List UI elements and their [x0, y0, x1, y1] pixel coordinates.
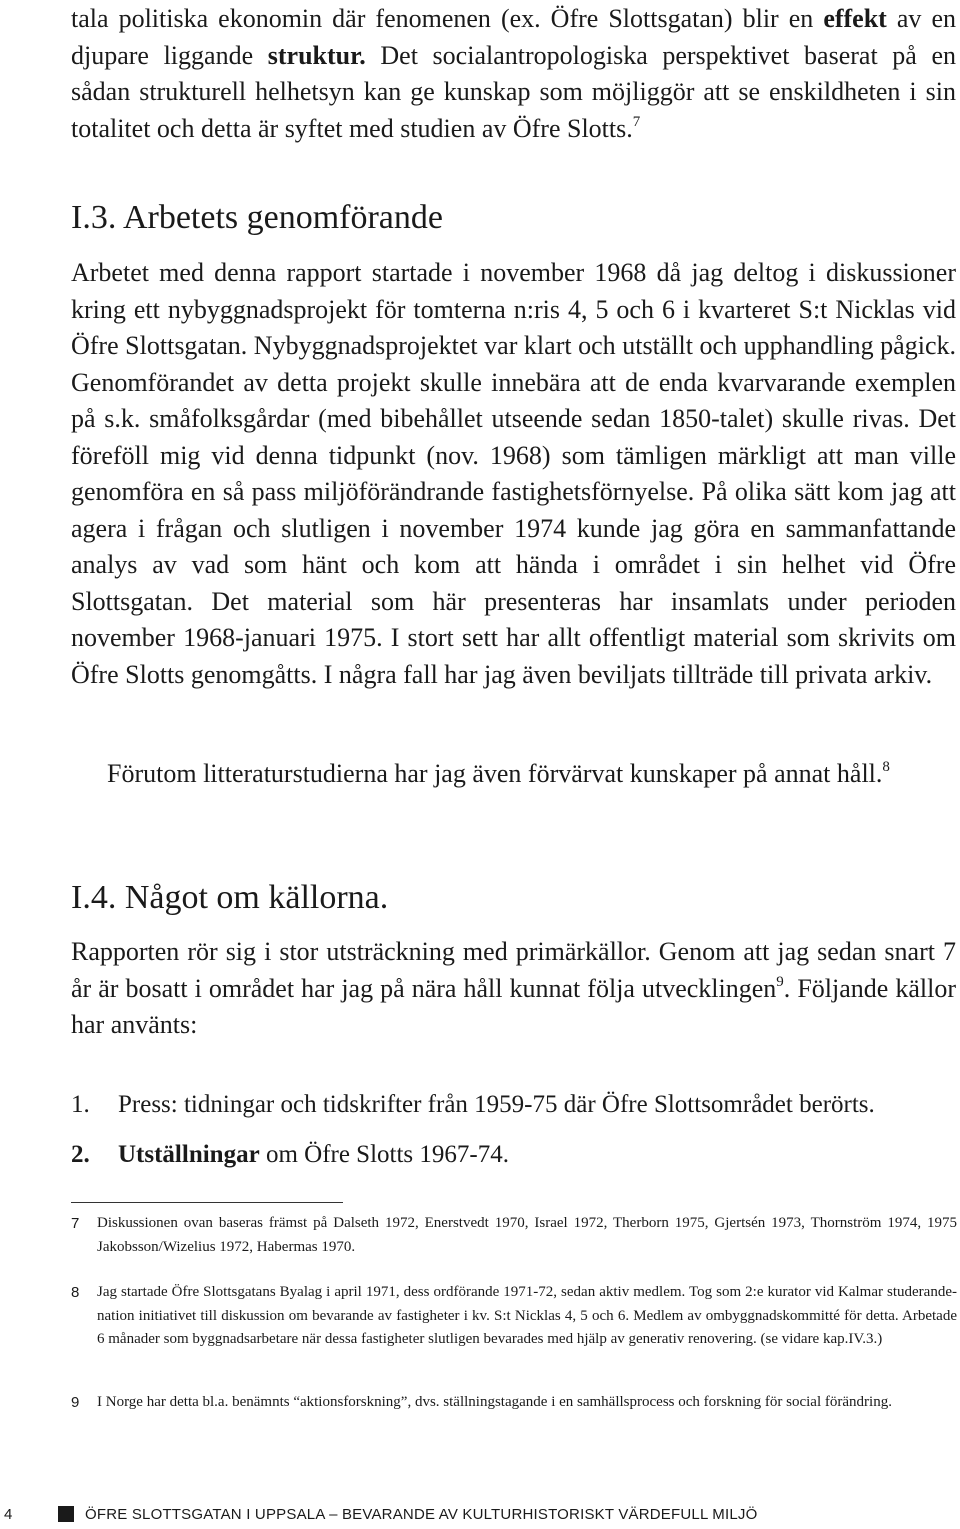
section-1-3-paragraph-2 [71, 756, 956, 793]
intro-text-3: Det socialantropologiska perspektivet baserat på en sådan strukturell helhetsyn kan ge kunskap som möjliggör att se enskildheten i sin totalitet och detta är syftet med studien av Öfre Slotts. [71, 40, 956, 143]
page-number: 4 [4, 1506, 13, 1523]
footnote-text: Diskussionen ovan baseras främst på Dalseth 1972, Enerstvedt 1970, Israel 1972, Therborn 1975, Gjertsén 1973, Thornström 1974, 1975 Jakobsson/Wizelius 1972, Habermas 1970. [97, 1215, 957, 1255]
intro-text-1: tala politiska ekonomin där fenomenen (ex. Öfre Slottsgatan) blir en [71, 4, 824, 33]
footnote-8 [71, 1281, 957, 1352]
list-item-text: Press: tidningar och tidskrifter från 1959-75 där Öfre Slottsområdet berörts. [118, 1091, 875, 1118]
footnote-divider [71, 1202, 343, 1203]
section-1-3-paragraph-1: Arbetet med denna rapport startade i november 1968 då jag deltog i diskussioner kring ett nybyggnadsprojekt för tomterna n:ris 4, 5 och 6 i kvarteret S:t Nicklas vid Öfre Slottsgatan. Nybyggnadsprojektet var klart och utställt och upphandling pågick. Genomförandet av detta projekt skulle innebära att de enda kvarvarande exemplen på s.k. småfolksgårdar (med bibehållet utseende sedan 1850-talet) skulle rivas. Det föreföll mig vid denna tidpunkt (nov. 1968) som tämligen märkligt att man ville genomföra en så pass miljöförändrande fastighetsförnyelse. På olika sätt kom jag att agera i frågan och slutligen i november 1974 kunde jag göra en sammanfattande analys av vad som hänt och kom att hända i området i sin helhet vid Öfre Slottsgatan. Det material som här presenteras har insamlats under perioden november 1968-januari 1975. I stort sett har allt offentligt material som skrivits om Öfre Slotts genomgåtts. I några fall har jag även beviljats tillträde till privata arkiv. [71, 258, 956, 689]
intro-bold-effekt: effekt [823, 4, 887, 33]
footnote-number: 9 [71, 1394, 80, 1411]
square-bullet-icon [58, 1506, 74, 1522]
intro-text-2: av en djupare liggande [71, 4, 956, 70]
list-item-bold: Utställningar [118, 1141, 260, 1168]
list-item-1 [71, 1090, 875, 1120]
footnote-9 [71, 1391, 957, 1415]
footnote-ref-9[interactable]: 9 [776, 973, 784, 990]
list-item-2 [71, 1140, 509, 1170]
list-item-text: om Öfre Slotts 1967-74. [259, 1141, 509, 1168]
running-title: ÖFRE SLOTTSGATAN I UPPSALA – BEVARANDE AV KULTURHISTORISKT VÄRDEFULL MILJÖ [85, 1506, 758, 1523]
section-1-3-paragraph-2-text: Förutom litteraturstudierna har jag även förvärvat kunskaper på annat håll. [107, 759, 883, 788]
footnote-number: 7 [71, 1215, 80, 1232]
list-item-number: 2. [71, 1141, 90, 1168]
intro-bold-struktur: struktur. [267, 40, 366, 70]
section-heading-1-3: I.3. Arbetets genomförande [71, 199, 443, 236]
list-item-number: 1. [71, 1091, 90, 1118]
footnote-number: 8 [71, 1284, 80, 1301]
section-1-4-paragraph-1-end: . Följande källor har använts: [71, 973, 956, 1039]
footnote-text: I Norge har detta bl.a. benämnts “aktionsforskning”, dvs. ställningstagande i en samhällsprocess och forskning för social förändring. [97, 1394, 892, 1410]
footnote-text: Jag startade Öfre Slottsgatans Byalag i april 1971, dess ordförande 1971-72, sedan aktiv medlem. Tog som 2:e kurator vid Kalmar studerande-nation initiativet till diskussion om bevarande av fastigheter i kv. S:t Nicklas 4, 5 och 6. Medlem av ombyggnadskommitté för detta. Arbetade 6 månader som byggnadsarbetare när dessa fastigheter slutligen bevarades med hjälp av generativ renovering. (se vidare kap.IV.3.) [97, 1284, 957, 1347]
intro-paragraph [71, 1, 956, 147]
section-1-4-paragraph-1-text: Rapporten rör sig i stor utsträckning med primärkällor. Genom att jag sedan snart 7 år är bosatt i området har jag på nära håll kunnat följa utvecklingen [71, 937, 956, 1003]
page-footer [0, 1500, 960, 1528]
footnote-7 [71, 1212, 957, 1259]
section-heading-1-4: I.4. Något om källorna. [71, 879, 389, 916]
footnote-ref-7[interactable]: 7 [632, 113, 641, 130]
footnote-ref-8[interactable]: 8 [882, 759, 890, 775]
section-1-4-paragraph-1 [71, 934, 956, 1044]
